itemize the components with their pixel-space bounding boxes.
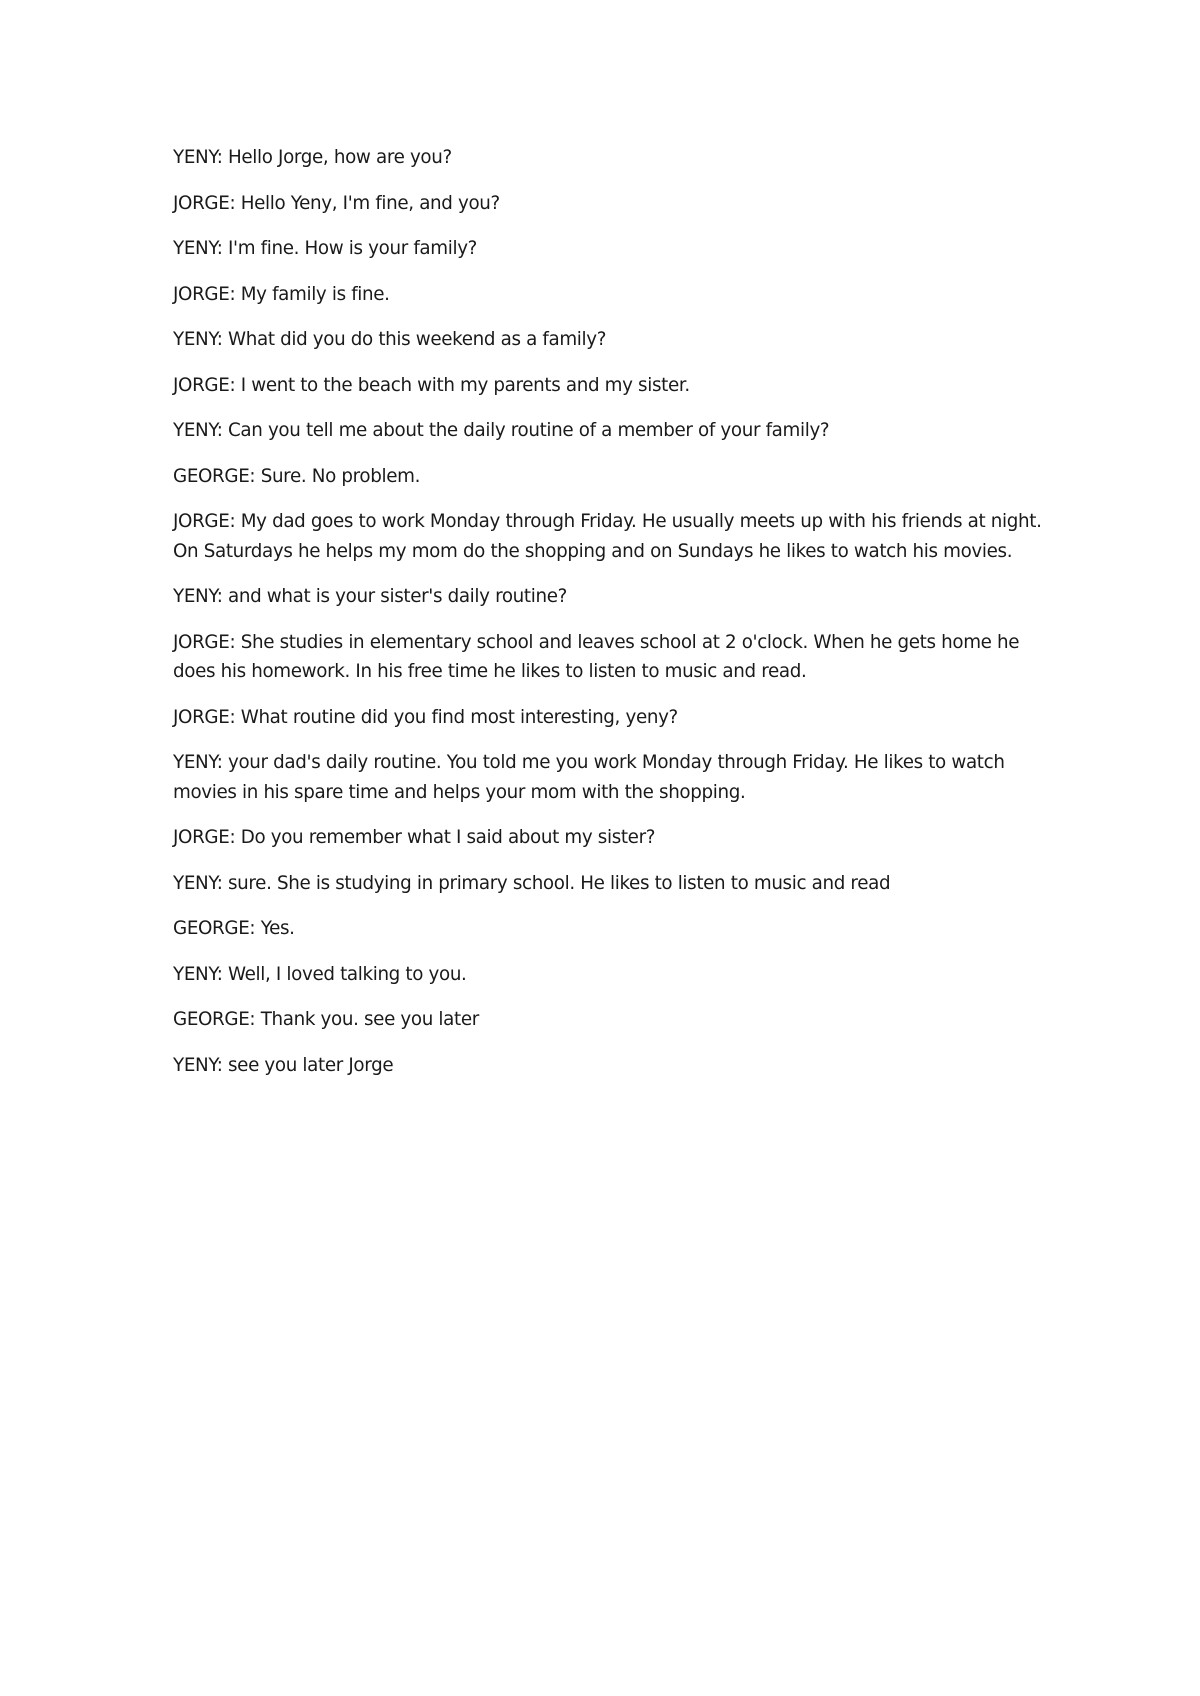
dialogue-line: JORGE: She studies in elementary school and leaves school at 2 o'clock. When he gets home he does his homework. In his free time he likes to listen to music and read. [173,631,1020,682]
dialogue-line: GEORGE: Yes. [173,918,295,939]
dialogue-line: YENY: and what is your sister's daily routine? [173,586,567,607]
dialogue-line: GEORGE: Thank you. see you later [173,1009,479,1030]
dialogue-line: JORGE: My family is fine. [173,283,390,305]
dialogue-line: JORGE: What routine did you find most interesting, yeny? [173,706,678,728]
dialogue-line: YENY: I'm fine. How is your family? [173,238,478,259]
dialogue-line: YENY: see you later Jorge [173,1054,394,1076]
dialogue-line: YENY: Can you tell me about the daily routine of a member of your family? [173,420,830,441]
dialogue-line: JORGE: Hello Yeny, I'm fine, and you? [173,192,500,214]
dialogue-line: YENY: your dad's daily routine. You told me you work Monday through Friday. He likes to watch movies in his spare time and helps your mom with the shopping. [173,752,1005,803]
dialogue-line: YENY: Well, I loved talking to you. [173,963,467,985]
dialogue-line: JORGE: I went to the beach with my parents and my sister. [173,374,690,396]
dialogue-line: YENY: sure. She is studying in primary school. He likes to listen to music and read [173,872,891,894]
dialogue-line: YENY: Hello Jorge, how are you? [173,147,452,168]
dialogue-line: JORGE: My dad goes to work Monday through Friday. He usually meets up with his friends at night. On Saturdays he helps my mom do the shopping and on Sundays he likes to watch his movies. [173,511,1042,562]
dialogue-line: JORGE: Do you remember what I said about my sister? [173,827,656,848]
dialogue-text [173,143,1053,1096]
dialogue-line: GEORGE: Sure. No problem. [173,465,421,487]
dialogue-line: YENY: What did you do this weekend as a family? [173,329,607,350]
